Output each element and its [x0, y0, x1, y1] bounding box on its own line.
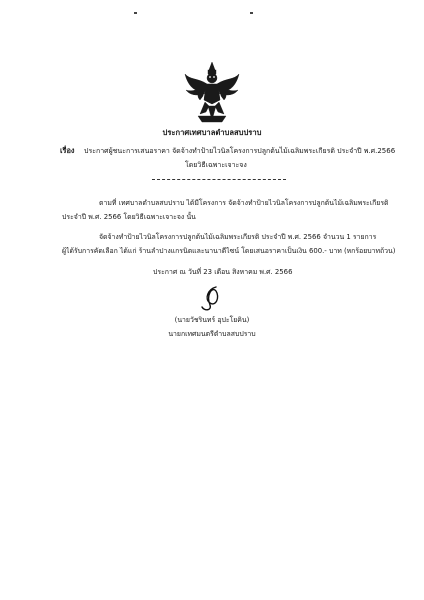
subject-continuation: โดยวิธีเฉพาะเจาะจง — [185, 161, 247, 169]
paragraph-2-line-1: จัดจ้างทำป้ายไวนิลโครงการปลูกต้นไม้เฉลิมพระเกียรติ ประจำปี พ.ศ. 2566 จำนวน 1 รายการ — [99, 233, 377, 241]
subject-label: เรื่อง — [60, 146, 75, 155]
scan-speck — [250, 12, 253, 14]
subject-text: ประกาศผู้ชนะการเสนอราคา จัดจ้างทำป้ายไวนิลโครงการปลูกต้นไม้เฉลิมพระเกียรติ ประจำปี พ.ศ.2566 — [84, 147, 396, 155]
announcement-date: ประกาศ ณ วันที่ 23 เดือน สิงหาคม พ.ศ. 2566 — [153, 268, 293, 276]
paragraph-1-line-2: ประจำปี พ.ศ. 2566 โดยวิธีเฉพาะเจาะจง นั้น — [62, 213, 196, 221]
document-title: ประกาศเทศบาลตำบลสบปราบ — [162, 128, 262, 137]
handwritten-signature-icon — [190, 283, 236, 313]
signatory-name: (นายวัชรินทร์ อุปะโยคิน) — [174, 316, 250, 324]
signatory-position: นายกเทศมนตรีตำบลสบปราบ — [168, 330, 256, 338]
garuda-emblem-icon — [182, 60, 242, 126]
paragraph-1-line-1: ตามที่ เทศบาลตำบลสบปราบ ได้มีโครงการ จัดจ้างทำป้ายไวนิลโครงการปลูกต้นไม้เฉลิมพระเกียรติ — [99, 199, 389, 207]
paragraph-2-line-2: ผู้ได้รับการคัดเลือก ได้แก่ ร้านลำปางแกรนิตและนานาดีไซน์ โดยเสนอราคาเป็นเงิน 600.- บาท (หกร้อยบาทถ้วน) — [62, 247, 396, 255]
dashed-divider — [152, 179, 286, 180]
scan-speck — [134, 12, 137, 14]
